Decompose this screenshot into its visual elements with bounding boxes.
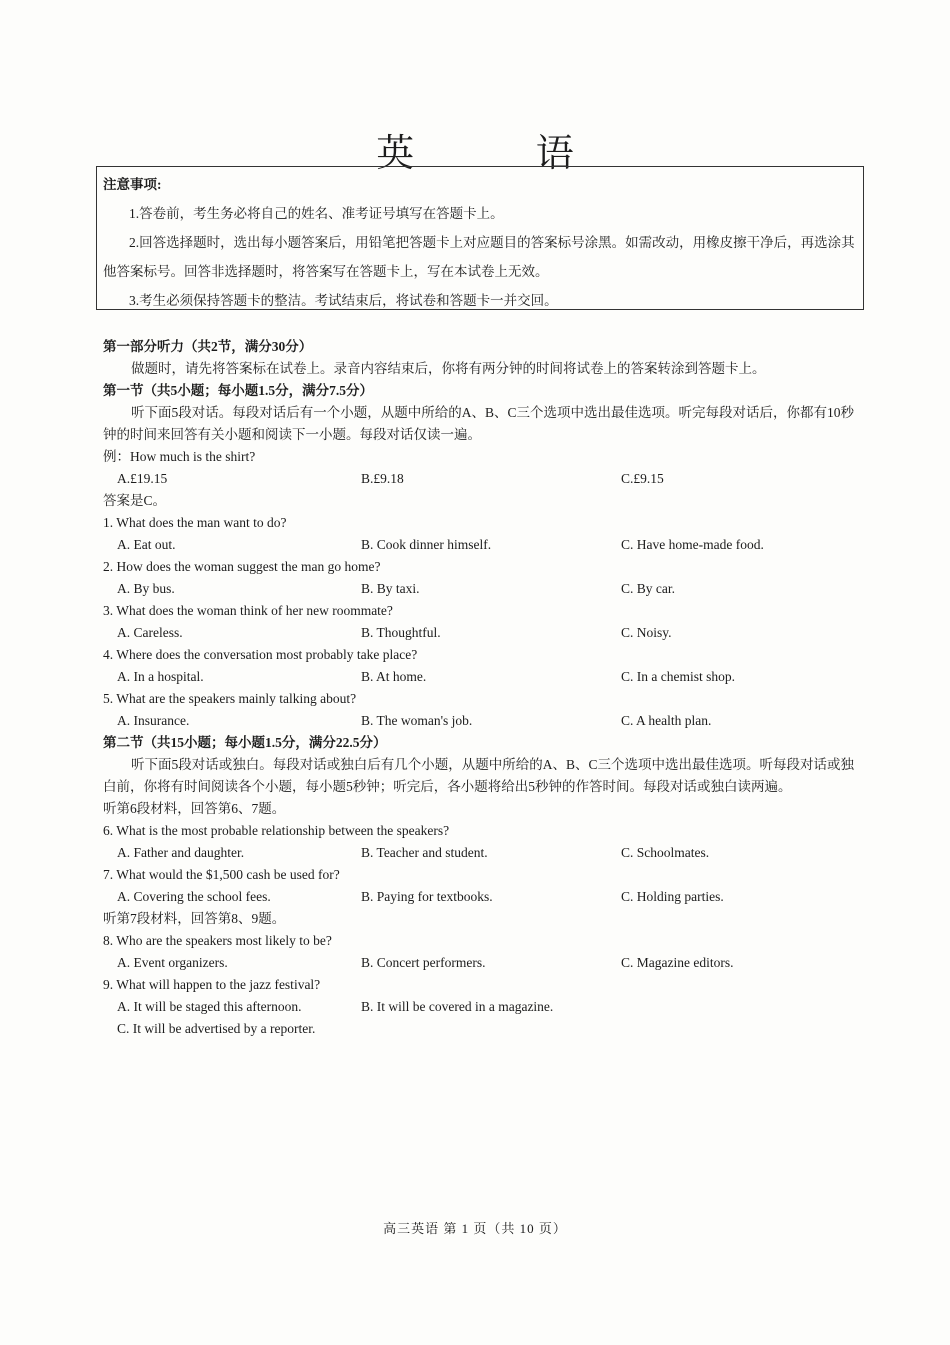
option-b: B. At home. — [361, 669, 427, 684]
question-6: 6. What is the most probable relationship between the speakers? — [103, 823, 450, 838]
option-c: C. Schoolmates. — [621, 845, 710, 860]
notice-item: 3.考生必须保持答题卡的整洁。考试结束后，将试卷和答题卡一并交回。 — [129, 293, 558, 308]
example-answer: 答案是C。 — [103, 493, 167, 508]
option-a: A. Careless. — [117, 625, 183, 640]
option-a: A. In a hospital. — [117, 669, 204, 684]
notice-item: 2.回答选择题时，选出每小题答案后，用铅笔把答题卡上对应题目的答案标号涂黑。如需改动，用橡皮擦干净后，再选涂其他答案标号。回答非选择题时，将答案写在答题卡上，写在本试卷上无效。 — [103, 235, 855, 279]
group-instruction: 听第7段材料，回答第8、9题。 — [103, 911, 286, 926]
option-c: C. Holding parties. — [621, 889, 724, 904]
question-5: 5. What are the speakers mainly talking about? — [103, 691, 357, 706]
question-5-options — [103, 710, 863, 732]
option-c: C. Noisy. — [621, 625, 672, 640]
option-b: B. The woman's job. — [361, 713, 473, 728]
question-4: 4. Where does the conversation most probably take place? — [103, 647, 418, 662]
section2-heading: 第二节（共15小题；每小题1.5分，满分22.5分） — [103, 735, 387, 750]
question-2: 2. How does the woman suggest the man go home? — [103, 559, 381, 574]
option-c: C. A health plan. — [621, 713, 712, 728]
option-a: A. By bus. — [117, 581, 175, 596]
example-options — [103, 468, 863, 490]
option-c: C.£9.15 — [621, 471, 664, 486]
page-footer: 高三英语 第 1 页（共 10 页） — [383, 1221, 567, 1236]
question-6-options — [103, 842, 863, 864]
option-a: A. Eat out. — [117, 537, 176, 552]
question-2-options — [103, 578, 863, 600]
option-a: A. It will be staged this afternoon. — [117, 999, 302, 1014]
part1-intro: 做题时，请先将答案标在试卷上。录音内容结束后，你将有两分钟的时间将试卷上的答案转涂到答题卡上。 — [131, 361, 766, 376]
option-b: B. Teacher and student. — [361, 845, 488, 860]
question-9-options — [103, 996, 863, 1018]
option-b: B. Concert performers. — [361, 955, 486, 970]
question-8: 8. Who are the speakers most likely to be? — [103, 933, 332, 948]
section2-intro: 听下面5段对话或独白。每段对话或独白后有几个小题，从题中所给的A、B、C三个选项中选出最佳选项。听每段对话或独白前，你将有时间阅读各个小题，每小题5秒钟；听完后，各小题将给出5秒钟的作答时间。每段对话或独白读两遍。 — [103, 757, 855, 794]
group-instruction: 听第6段材料，回答第6、7题。 — [103, 801, 286, 816]
option-a: A. Insurance. — [117, 713, 190, 728]
option-a: A. Covering the school fees. — [117, 889, 271, 904]
option-b: B. It will be covered in a magazine. — [361, 999, 554, 1014]
part1-heading: 第一部分听力（共2节，满分30分） — [103, 339, 313, 354]
section1-heading: 第一节（共5小题；每小题1.5分，满分7.5分） — [103, 383, 373, 398]
option-a: A.£19.15 — [117, 471, 168, 486]
option-c: C. By car. — [621, 581, 675, 596]
notice-heading: 注意事项: — [103, 177, 162, 192]
question-9-options-row2 — [103, 1018, 863, 1040]
option-b: B.£9.18 — [361, 471, 404, 486]
notice-box — [96, 166, 864, 310]
option-c: C. Magazine editors. — [621, 955, 734, 970]
option-a: A. Event organizers. — [117, 955, 228, 970]
option-a: A. Father and daughter. — [117, 845, 245, 860]
option-c: C. Have home-made food. — [621, 537, 764, 552]
question-8-options — [103, 952, 863, 974]
question-4-options — [103, 666, 863, 688]
option-b: B. Thoughtful. — [361, 625, 441, 640]
option-c: C. In a chemist shop. — [621, 669, 735, 684]
question-1: 1. What does the man want to do? — [103, 515, 287, 530]
page-title: 英 语 — [376, 133, 630, 175]
question-7-options — [103, 886, 863, 908]
section1-intro: 听下面5段对话。每段对话后有一个小题，从题中所给的A、B、C三个选项中选出最佳选项。听完每段对话后，你都有10秒钟的时间来回答有关小题和阅读下一小题。每段对话仅读一遍。 — [103, 405, 855, 442]
question-1-options — [103, 534, 863, 556]
question-7: 7. What would the $1,500 cash be used for? — [103, 867, 340, 882]
question-3-options — [103, 622, 863, 644]
option-c: C. It will be advertised by a reporter. — [117, 1021, 316, 1036]
question-9: 9. What will happen to the jazz festival? — [103, 977, 321, 992]
exam-content — [103, 336, 863, 1040]
notice-item: 1.答卷前，考生务必将自己的姓名、准考证号填写在答题卡上。 — [129, 206, 504, 221]
question-3: 3. What does the woman think of her new roommate? — [103, 603, 393, 618]
option-b: B. Cook dinner himself. — [361, 537, 492, 552]
option-b: B. By taxi. — [361, 581, 420, 596]
option-b: B. Paying for textbooks. — [361, 889, 493, 904]
example-question: 例：How much is the shirt? — [103, 449, 256, 464]
